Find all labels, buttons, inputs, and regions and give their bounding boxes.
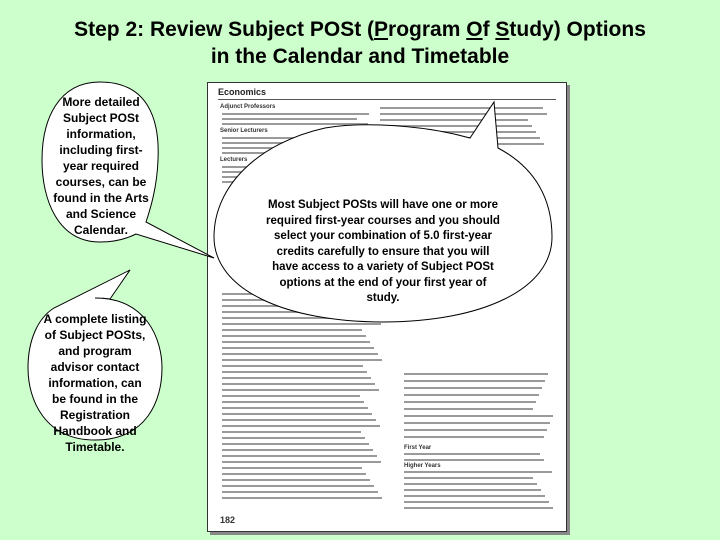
- callout-text-top-left: More detailed Subject POSt information, including first-year required courses, can be found in the Arts and Science Calendar.: [53, 95, 149, 237]
- calendar-page-heading: Economics: [218, 87, 267, 97]
- page-number: 182: [220, 515, 236, 525]
- adjunct-heading: Adjunct Professors: [220, 104, 276, 110]
- title-line-1: Step 2: Review Subject POSt (Program Of Study) Options: [74, 18, 646, 41]
- higher-years-heading: Higher Years: [404, 463, 441, 469]
- senior-heading: Senior Lecturers: [220, 128, 268, 134]
- first-year-heading: First Year: [404, 445, 432, 451]
- callout-text-center: Most Subject POSts will have one or more required first-year courses and you should select your combination of 5.0 first-year credits carefully to ensure that you will have access to a variety of Subject POSt options at the end of your first year of study.: [266, 199, 500, 304]
- callout-text-bottom-left: A complete listing of Subject POSts, and program advisor contact information, can be found in the Registration Handbook and Timetable.: [43, 312, 147, 454]
- lecturers-heading: Lecturers: [220, 157, 248, 163]
- title-line-2: in the Calendar and Timetable: [210, 45, 510, 68]
